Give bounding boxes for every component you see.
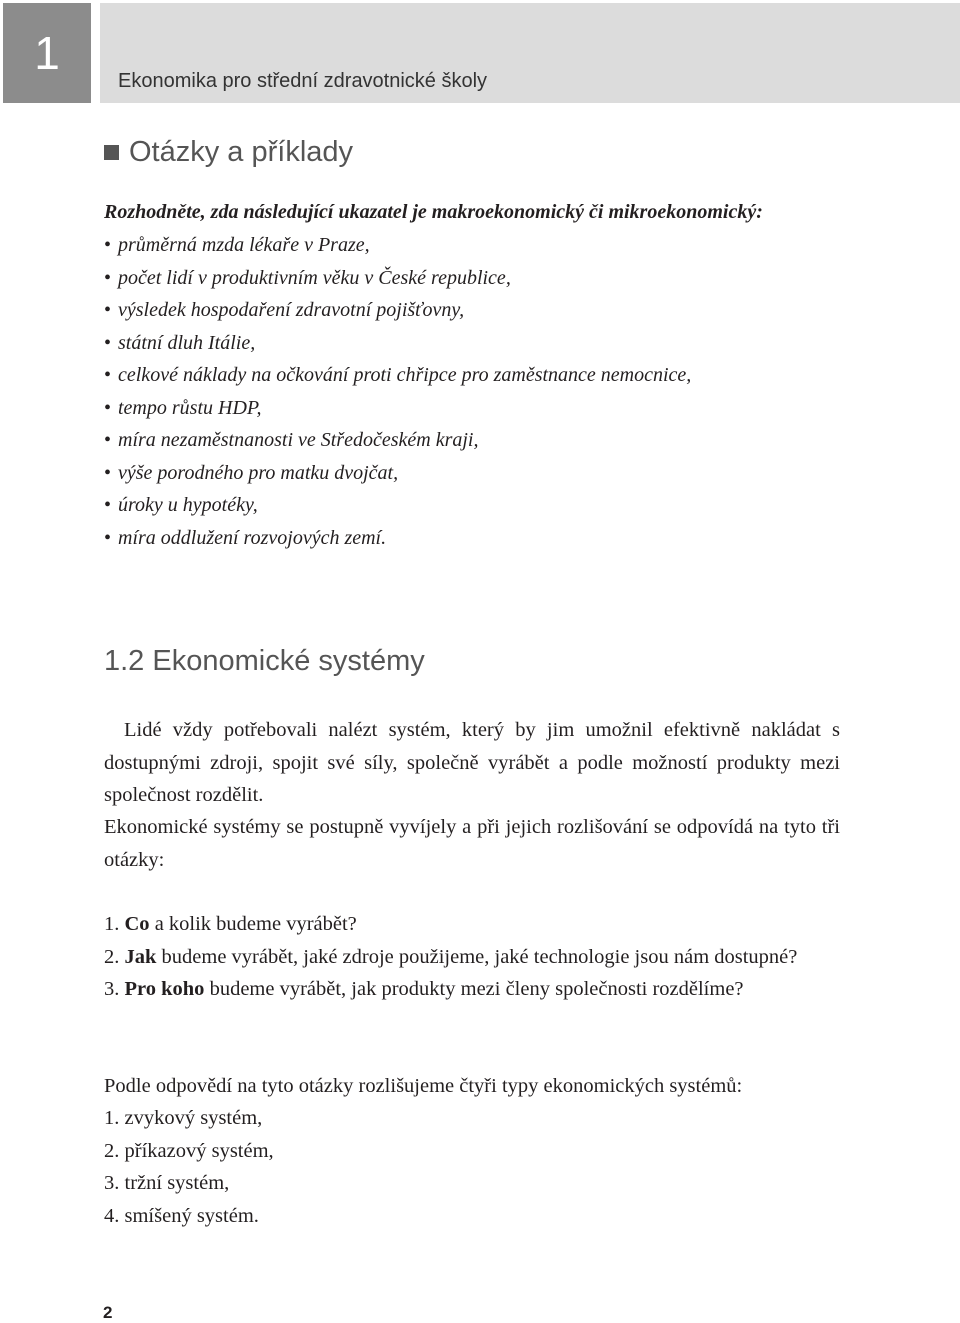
list-item: • počet lidí v produktivním věku v České republice, <box>104 262 691 295</box>
bullet-icon: • <box>104 494 112 516</box>
questions-heading <box>104 136 353 169</box>
bullet-icon: • <box>104 364 112 386</box>
list-item: 2. Jak budeme vyrábět, jaké zdroje použijeme, jaké technologie jsou nám dostupné? <box>104 945 798 968</box>
running-header-title: Ekonomika pro střední zdravotnické školy <box>118 70 488 92</box>
key-questions-list <box>104 908 820 1006</box>
list-item: • tempo růstu HDP, <box>104 392 691 425</box>
list-item: 1. Co a kolik budeme vyrábět? <box>104 913 357 935</box>
paragraph-intro: Lidé vždy potřebovali nalézt systém, který by jim umožnil efektivně nakládat s dostupnými zdroji, spojit své síly, společně vyrábět a podle možností produkty mezi společnost rozdělit. <box>104 719 840 806</box>
page-number: 2 <box>103 1303 113 1322</box>
list-item: • míra oddlužení rozvojových zemí. <box>104 522 691 555</box>
square-bullet-icon <box>104 145 119 160</box>
chapter-number-box <box>3 3 91 103</box>
bullet-icon: • <box>104 396 112 419</box>
list-item: • úroky u hypotéky, <box>104 489 691 522</box>
paragraph-questions-lead: Ekonomické systémy se postupně vyvíjely a při jejich rozlišování se odpovídá na tyto tři otázky: <box>104 816 840 871</box>
list-item: • míra nezaměstnanosti ve Středočeském kraji, <box>104 424 691 457</box>
bullet-icon: • <box>104 461 112 484</box>
section-heading: 1.2 Ekonomické systémy <box>104 645 425 677</box>
bullet-icon: • <box>104 234 112 256</box>
list-item: 4. smíšený systém. <box>104 1204 259 1227</box>
chapter-number: 1 <box>34 27 60 79</box>
list-item: • celkové náklady na očkování proti chřipce pro zaměstnance nemocnice, <box>104 359 691 392</box>
list-item: • výše porodného pro matku dvojčat, <box>104 457 691 490</box>
bullet-icon: • <box>104 526 112 549</box>
questions-heading-text: Otázky a příklady <box>129 136 354 168</box>
list-item: • státní dluh Itálie, <box>104 327 691 360</box>
paragraph-types-lead: Podle odpovědí na tyto otázky rozlišujeme čtyři typy ekonomických systémů: <box>104 1075 743 1097</box>
list-item: 3. Pro koho budeme vyrábět, jak produkty mezi členy společnosti rozdělíme? <box>104 978 744 1000</box>
list-item: • výsledek hospodaření zdravotní pojišťovny, <box>104 294 691 327</box>
bullet-icon: • <box>104 331 112 354</box>
list-item: 2. příkazový systém, <box>104 1139 274 1162</box>
questions-list <box>104 229 691 554</box>
bullet-icon: • <box>104 299 112 321</box>
bullet-icon: • <box>104 429 112 451</box>
list-item: • průměrná mzda lékaře v Praze, <box>104 229 691 262</box>
list-item: 1. zvykový systém, <box>104 1107 263 1129</box>
system-types-list <box>104 1102 274 1232</box>
list-item: 3. tržní systém, <box>104 1172 230 1194</box>
questions-intro: Rozhodněte, zda následující ukazatel je makroekonomický či mikroekonomický: <box>104 201 763 223</box>
bullet-icon: • <box>104 266 112 289</box>
